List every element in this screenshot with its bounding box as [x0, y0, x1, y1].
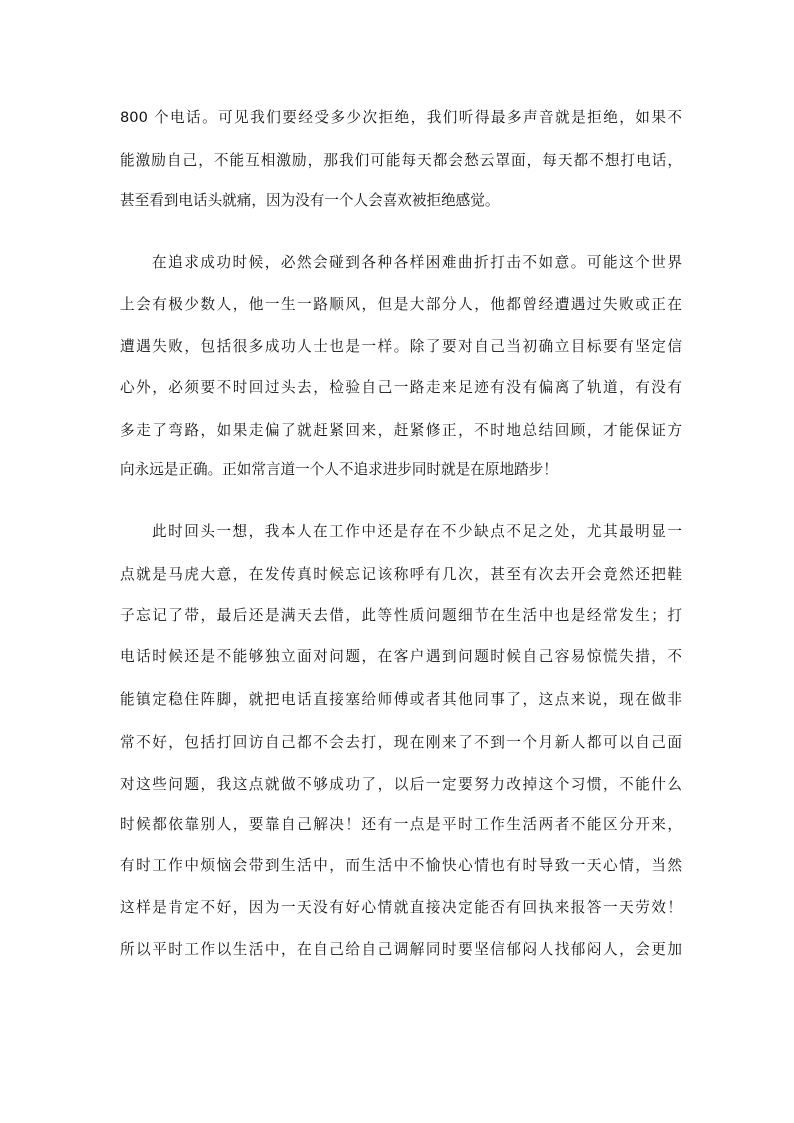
text-line: 能镇定稳住阵脚，就把电话直接塞给师傅或者其他同事了，这点来说，现在做非 — [120, 691, 682, 708]
text-line: 这样是肯定不好，因为一天没有好心情就直接决定能否有回执来报答一天劳效！ — [120, 899, 682, 916]
text-line: 遭遇失败，包括很多成功人士也是一样。除了要对自己当初确立目标要有坚定信 — [120, 338, 682, 355]
text-line: 时候都依靠别人，要靠自己解决！还有一点是平时工作生活两者不能区分开来， — [120, 816, 682, 833]
text-line: 对这些问题，我这点就做不够成功了，以后一定要努力改掉这个习惯，不能什么 — [120, 776, 682, 793]
text-line: 所以平时工作以生活中，在自己给自己调解同时要坚信郁闷人找郁闷人，会更加 — [120, 941, 682, 958]
text-line: 在追求成功时候，必然会碰到各种各样困难曲折打击不如意。可能这个世界 — [152, 254, 682, 271]
text-line: 常不好，包括打回访自己都不会去打，现在刚来了不到一个月新人都可以自己面 — [120, 734, 682, 751]
text-line: 此时回头一想，我本人在工作中还是存在不少缺点不足之处，尤其最明显一 — [152, 523, 682, 540]
text-line: 甚至看到电话头就痛，因为没有一个人会喜欢被拒绝感觉。 — [120, 192, 500, 209]
text-line: 上会有极少数人，他一生一路顺风，但是大部分人，他都曾经遭遇过失败或正在 — [120, 296, 682, 313]
text-line: 电话时候还是不能够独立面对问题，在客户遇到问题时候自己容易惊慌失措，不 — [120, 648, 682, 665]
text-line: 能激励自己，不能互相激励，那我们可能每天都会愁云罩面，每天都不想打电话， — [120, 152, 682, 169]
text-line: 多走了弯路，如果走偏了就赶紧回来，赶紧修正，不时地总结回顾，才能保证方 — [120, 422, 682, 439]
text-line: 子忘记了带，最后还是满天去借，此等性质问题细节在生活中也是经常发生；打 — [120, 607, 682, 624]
text-line: 点就是马虎大意，在发传真时候忘记该称呼有几次，甚至有次去开会竟然还把鞋 — [120, 566, 682, 583]
text-line: 心外，必须要不时回过头去，检验自己一路走来足迹有没有偏离了轨道，有没有 — [120, 379, 682, 396]
text-line: 有时工作中烦恼会带到生活中，而生活中不愉快心情也有时导致一天心情，当然 — [120, 857, 682, 874]
text-line: 800 个电话。可见我们要经受多少次拒绝，我们听得最多声音就是拒绝，如果不 — [120, 109, 682, 126]
text-line: 向永远是正确。正如常言道一个人不追求进步同时就是在原地踏步！ — [120, 461, 558, 478]
